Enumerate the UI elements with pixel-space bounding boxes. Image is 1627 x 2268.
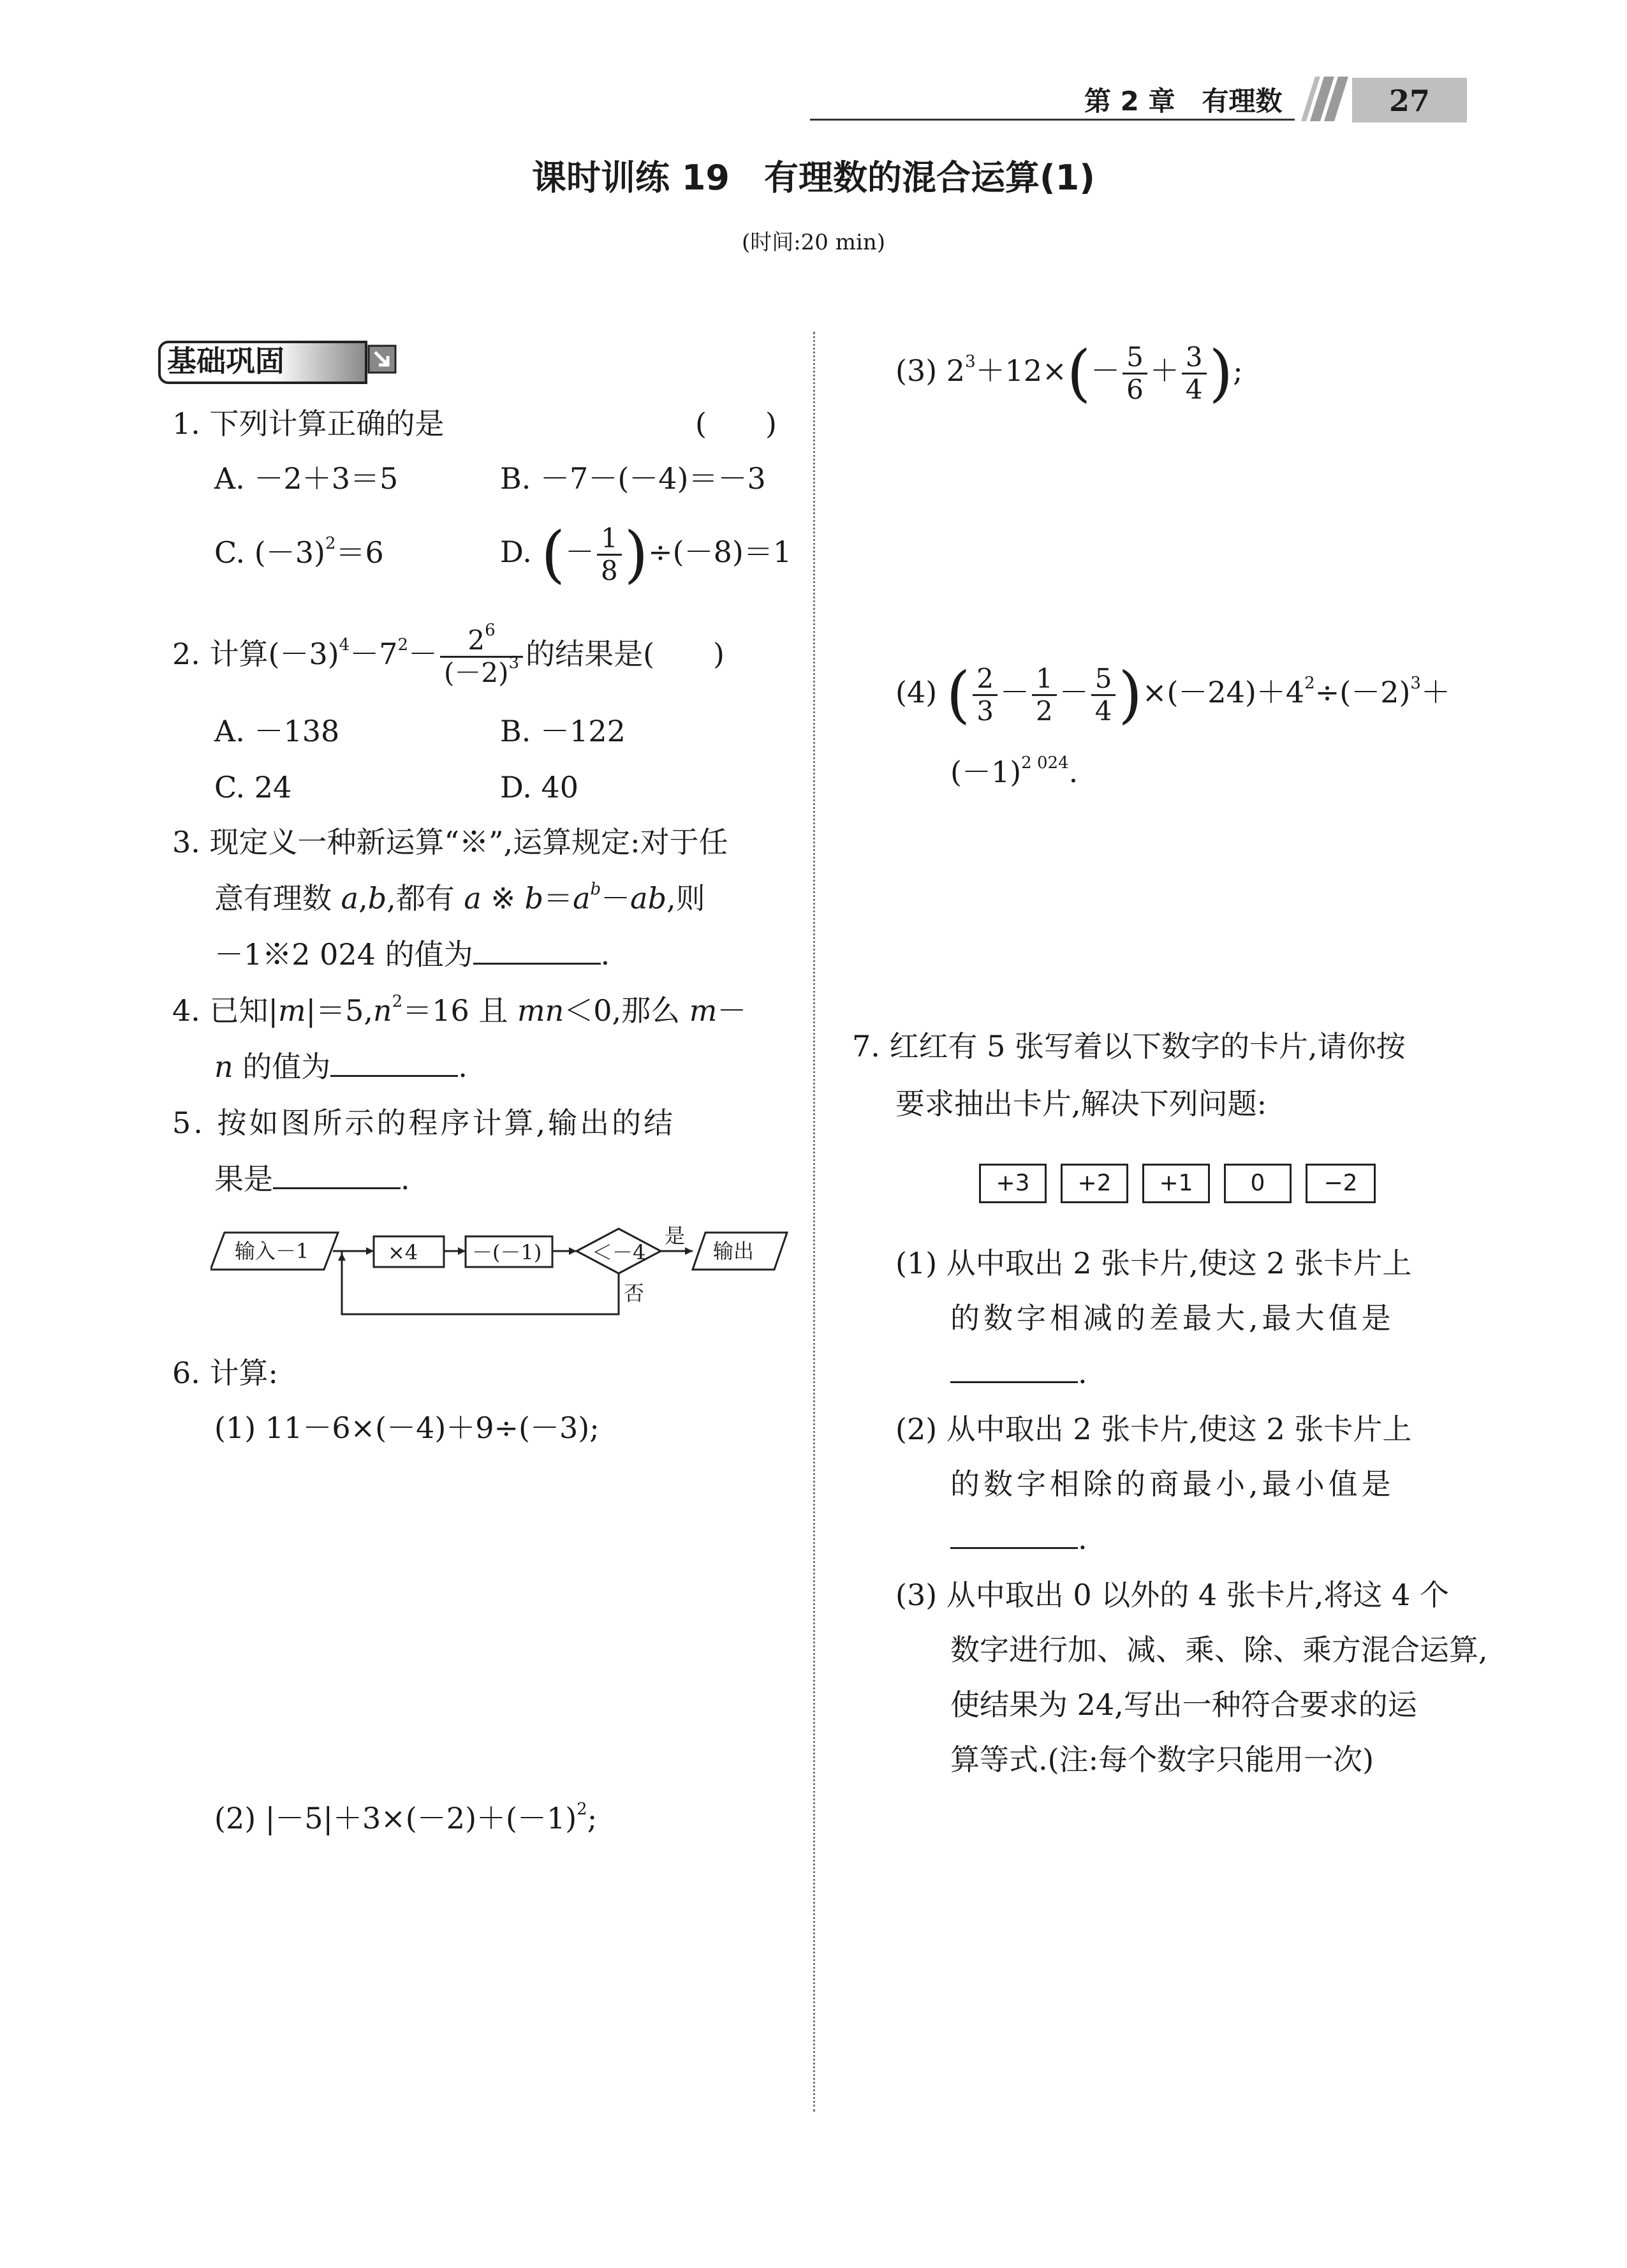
page-number: 27 bbox=[1388, 84, 1430, 118]
q3-line2: 意有理数 a,b,都有 a ※ $b=a^b-ab$,则 bbox=[214, 880, 705, 915]
q7-sub1-answer: . bbox=[950, 1354, 1087, 1392]
q1-option-d[interactable]: D. (－ $\frac{1}{8}$ )÷(－8)＝1 bbox=[500, 519, 792, 590]
number-card[interactable]: +2 bbox=[1061, 1164, 1128, 1203]
flow-compare-label: ＜－4 bbox=[592, 1240, 646, 1264]
q7-sub2-line2: 的数字相除的商最小,最小值是 bbox=[950, 1467, 1395, 1501]
q7-sub2-answer: . bbox=[950, 1520, 1087, 1558]
q6-part4-line1: (4) ( $\frac{2}{3}$ － $\frac{1}{2}$ － $\frac{5}{4}$ )$\times(-24)+4^2\div(-2)^3+$ bbox=[895, 659, 1450, 730]
number-card[interactable]: −2 bbox=[1306, 1164, 1376, 1203]
q2-option-a[interactable]: A. －138 bbox=[214, 714, 340, 748]
q2-option-b[interactable]: B. －122 bbox=[500, 714, 626, 748]
q5-flowchart bbox=[210, 1225, 797, 1327]
q7-sub2-blank[interactable] bbox=[950, 1520, 1078, 1549]
q5-line1: 5. 按如图所示的程序计算,输出的结 bbox=[172, 1106, 676, 1140]
number-card[interactable]: +1 bbox=[1142, 1164, 1210, 1203]
q7-sub2-line1: (2) 从中取出 2 张卡片,使这 2 张卡片上 bbox=[895, 1412, 1412, 1446]
q6-part4-line2: $(-1)^{2 024}$. bbox=[950, 753, 1079, 789]
q2-option-d[interactable]: D. 40 bbox=[500, 770, 579, 804]
q4-answer-blank[interactable] bbox=[330, 1048, 458, 1077]
number-card[interactable]: 0 bbox=[1224, 1164, 1292, 1203]
q1-answer-paren: ( ) bbox=[695, 406, 777, 441]
q7-sub3-line3: 使结果为 24,写出一种符合要求的运 bbox=[950, 1687, 1417, 1722]
time-note: (时间:20 min) bbox=[741, 230, 886, 255]
q1-option-b[interactable]: B. －7－(－4)＝－3 bbox=[500, 461, 766, 496]
q6-stem: 6. 计算: bbox=[172, 1356, 279, 1390]
q3-line3: －1※2 024 的值为 . bbox=[214, 937, 610, 972]
arrow-down-right-icon bbox=[367, 345, 397, 374]
flow-output-label: 输出 bbox=[713, 1239, 755, 1263]
q7-sub1-line2: 的数字相减的差最大,最大值是 bbox=[950, 1301, 1395, 1335]
flow-minus-label: －(－1) bbox=[472, 1240, 542, 1264]
q1-stem: 1. 下列计算正确的是 bbox=[172, 406, 445, 441]
chapter-label: 第 2 章 有理数 bbox=[1084, 85, 1283, 117]
header-stripes-icon bbox=[1301, 77, 1352, 121]
q7-sub1-blank[interactable] bbox=[950, 1354, 1078, 1383]
flow-yes-label: 是 bbox=[665, 1225, 686, 1248]
header-rule bbox=[810, 119, 1295, 121]
q6-part3: (3) $2^3+12\times(-$ $\frac{5}{6}$ ＋ $\frac{3}{4}$ ); bbox=[895, 337, 1243, 409]
flow-input-label: 输入－1 bbox=[235, 1239, 309, 1263]
q5-answer-blank[interactable] bbox=[273, 1160, 401, 1189]
flow-no-label: 否 bbox=[624, 1281, 645, 1305]
q6-part2: (2) $|-5|+3\times(-2)+(-1)^2$; bbox=[214, 1800, 598, 1835]
q7-sub1-line1: (1) 从中取出 2 张卡片,使这 2 张卡片上 bbox=[895, 1246, 1412, 1280]
section-label: 基础巩固 bbox=[167, 344, 284, 378]
q7-line1: 7. 红红有 5 张写着以下数字的卡片,请你按 bbox=[852, 1029, 1406, 1064]
q1-option-a[interactable]: A. －2＋3＝5 bbox=[214, 461, 399, 496]
q4-line1: 4. 已知$|m|=5,n^2=16$ 且 mn＜0,那么 m－ bbox=[172, 992, 747, 1028]
q3-line1: 3. 现定义一种新运算“※”,运算规定:对于任 bbox=[172, 825, 728, 859]
q1-option-c[interactable]: C. $(-3)^2=6$ bbox=[214, 534, 384, 570]
q7-line2: 要求抽出卡片,解决下列问题: bbox=[895, 1086, 1267, 1121]
page-title: 课时训练 19 有理数的混合运算(1) bbox=[532, 158, 1095, 198]
q3-answer-blank[interactable] bbox=[473, 936, 601, 965]
number-card[interactable]: +3 bbox=[979, 1164, 1047, 1203]
q4-line2: n 的值为 . bbox=[214, 1049, 467, 1084]
column-divider bbox=[813, 332, 815, 2112]
q2-option-c[interactable]: C. 24 bbox=[214, 770, 292, 804]
q2-stem: 2. 计算$(-3)^4-7^2-$ $\frac{2^6}{(-2)^3}$ 的结果是( ) bbox=[172, 620, 725, 688]
flow-times4-label: ×4 bbox=[388, 1240, 418, 1264]
q5-line2: 果是 . bbox=[214, 1162, 410, 1196]
q6-part1: (1) 11－6×(－4)＋9÷(－3); bbox=[214, 1411, 600, 1445]
q7-sub3-line1: (3) 从中取出 0 以外的 4 张卡片,将这 4 个 bbox=[895, 1578, 1449, 1612]
q7-sub3-line2: 数字进行加、减、乘、除、乘方混合运算, bbox=[950, 1633, 1488, 1667]
q7-sub3-line4: 算等式.(注:每个数字只能用一次) bbox=[950, 1742, 1374, 1777]
